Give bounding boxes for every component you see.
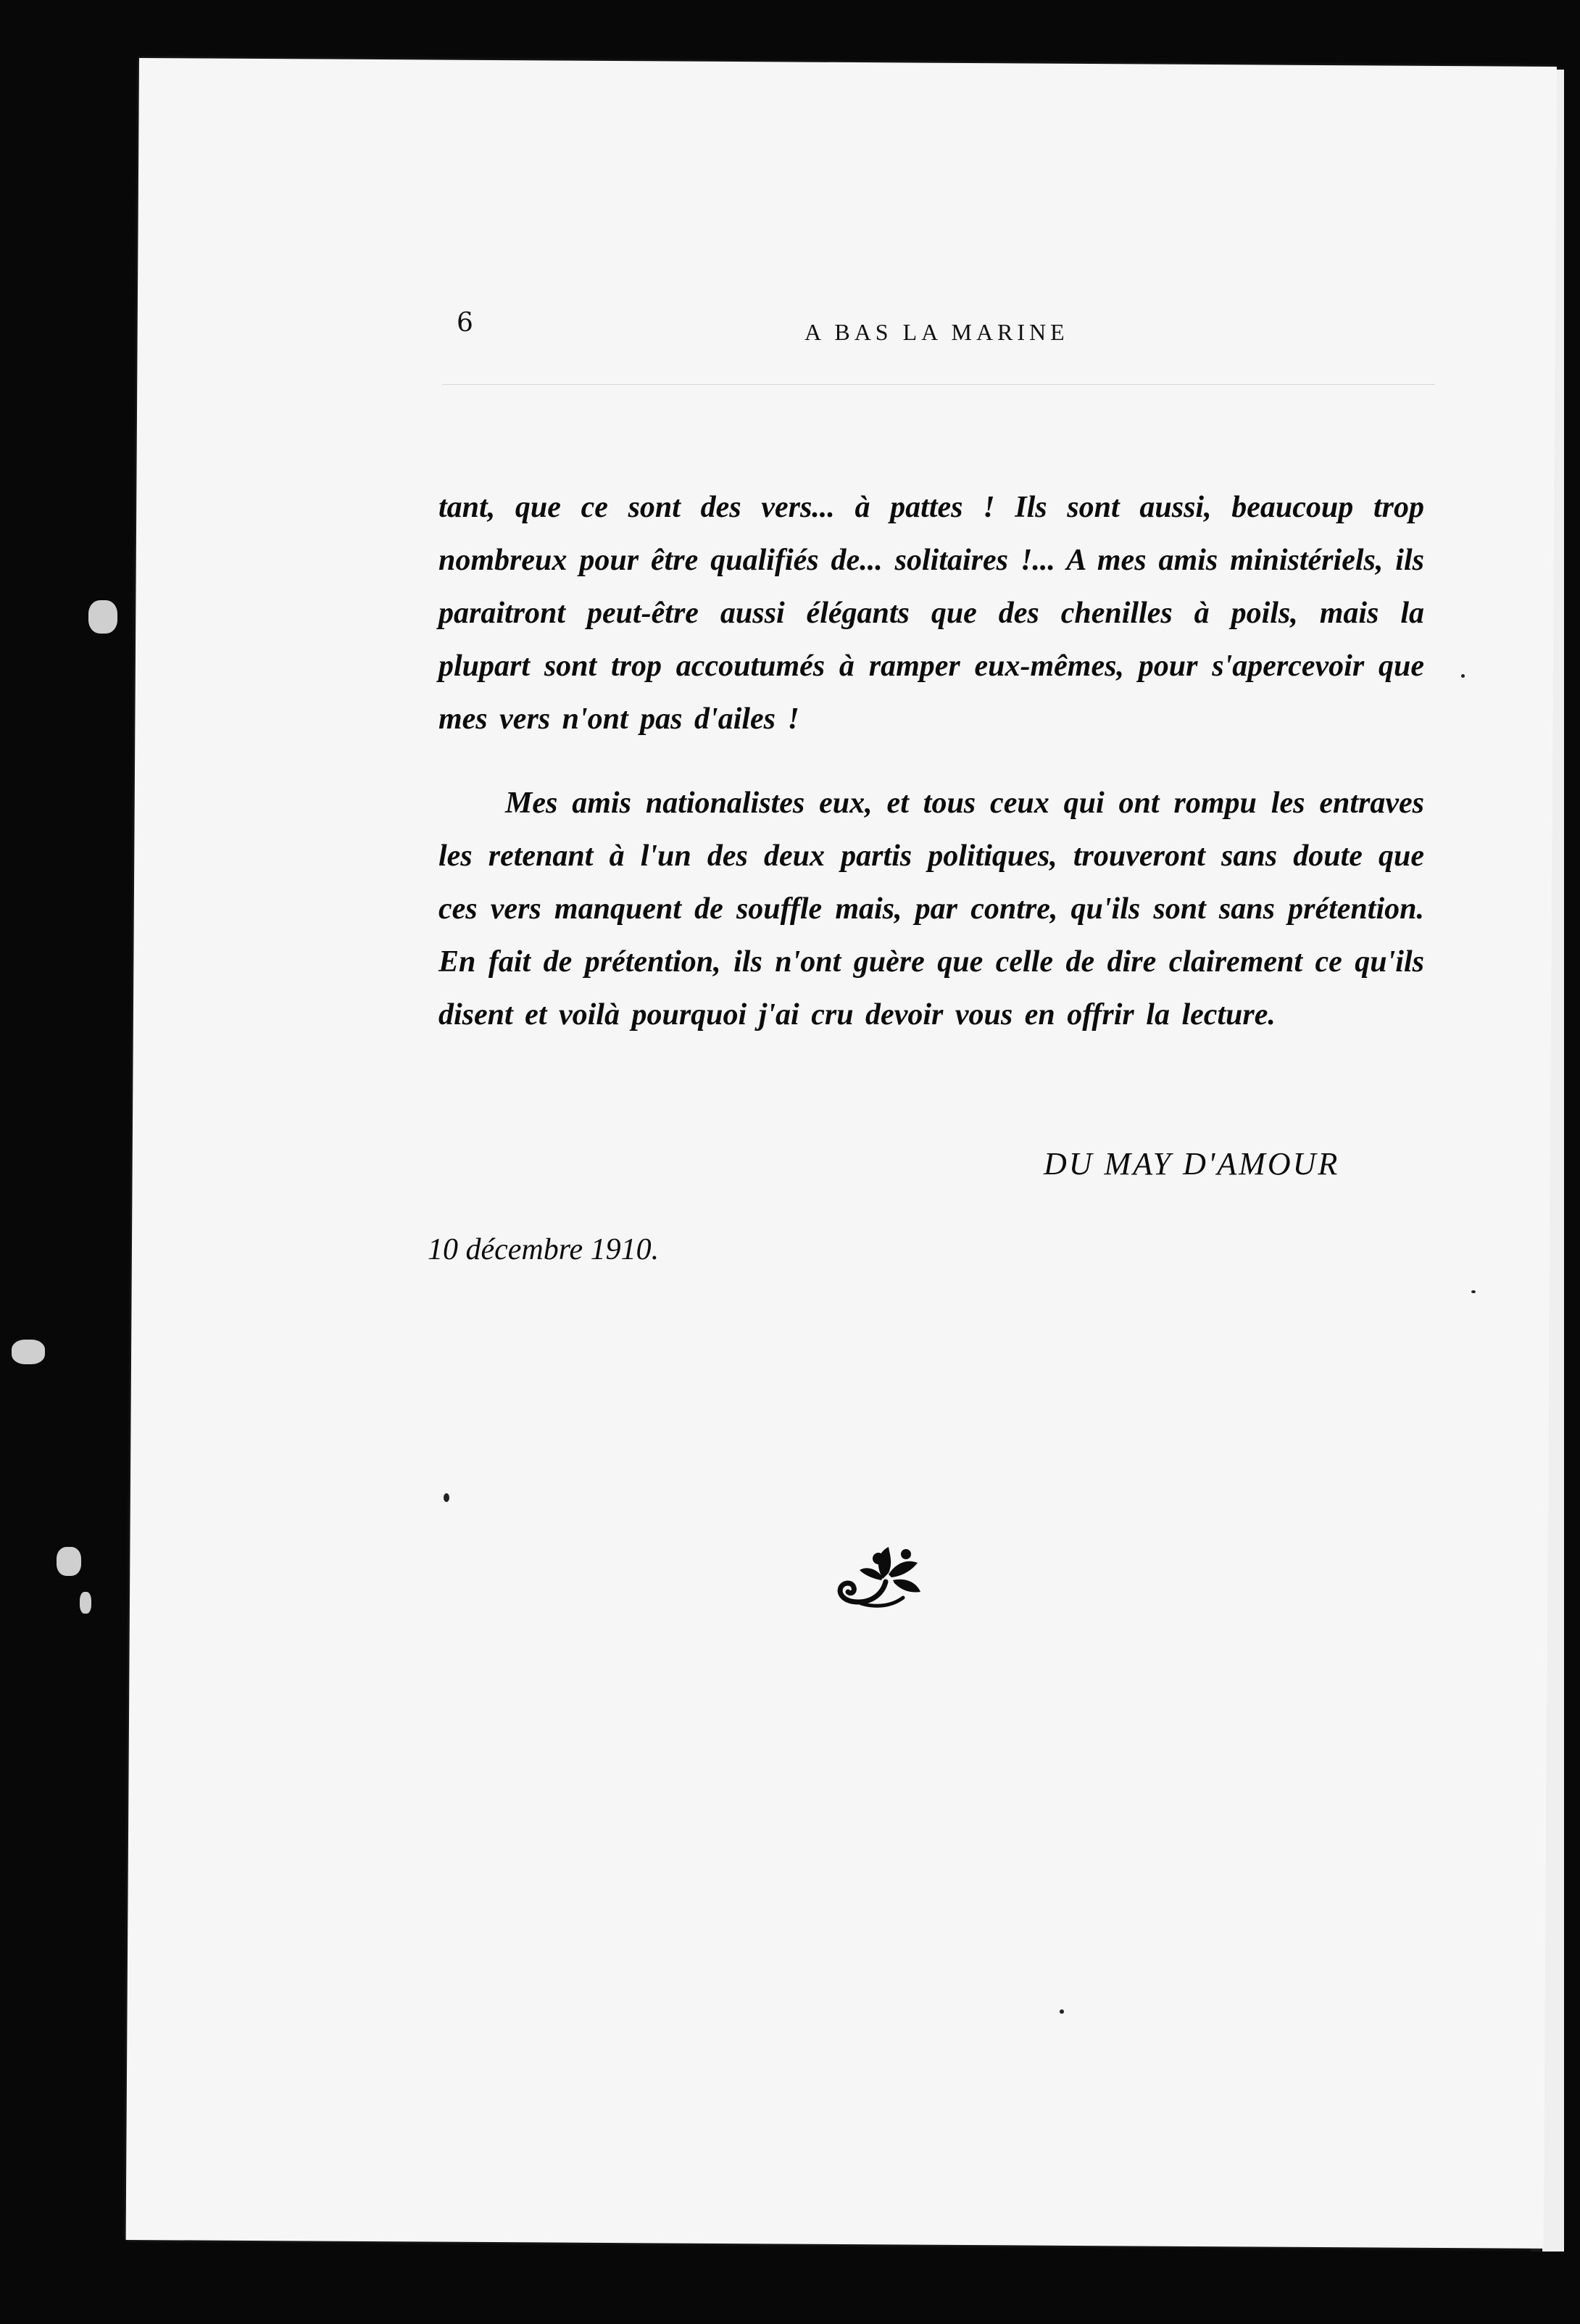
scan-speck	[1461, 674, 1465, 678]
margin-mark	[57, 1547, 81, 1576]
paragraph-2: Mes amis nationalistes eux, et tous ceux qui ont rompu les entraves les retenant à l'un des deux partis politiques, trouveront sans doute que ces vers manquent de souffle mais, par contre, qu'ils sont sans prétention. En fait de prétention, ils n'ont guère que celle de dire clairement ce qu'ils disent et voilà pourquoi j'ai cru devoir vous en offrir la lecture.	[438, 787, 1424, 1032]
running-head: A BAS LA MARINE	[804, 319, 1069, 345]
author-signature: DU MAY D'AMOUR	[1044, 1146, 1340, 1182]
paragraph-1: tant, que ce sont des vers... à pattes ! Ils sont aussi, beaucoup trop nombreux pour être qualifiés de... solitaires !... A mes amis ministériels, ils paraitront peut-être aussi élégants que des chenilles à poils, mais la plupart sont trop accoutumés à ramper eux-mêmes, pour s'apercevoir que mes vers n'ont pas d'ailes !	[438, 491, 1424, 736]
floral-fleuron-icon	[832, 1537, 934, 1617]
scan-speck	[444, 1493, 449, 1502]
page-sheet	[126, 58, 1557, 2249]
page-number: 6	[457, 308, 473, 338]
margin-mark	[12, 1340, 45, 1364]
margin-mark	[88, 600, 117, 634]
date-line: 10 décembre 1910.	[428, 1233, 660, 1266]
scan-speck	[1471, 1290, 1476, 1293]
margin-mark	[80, 1592, 91, 1614]
scan-speck	[1060, 2009, 1064, 2014]
header-rule	[442, 384, 1435, 385]
